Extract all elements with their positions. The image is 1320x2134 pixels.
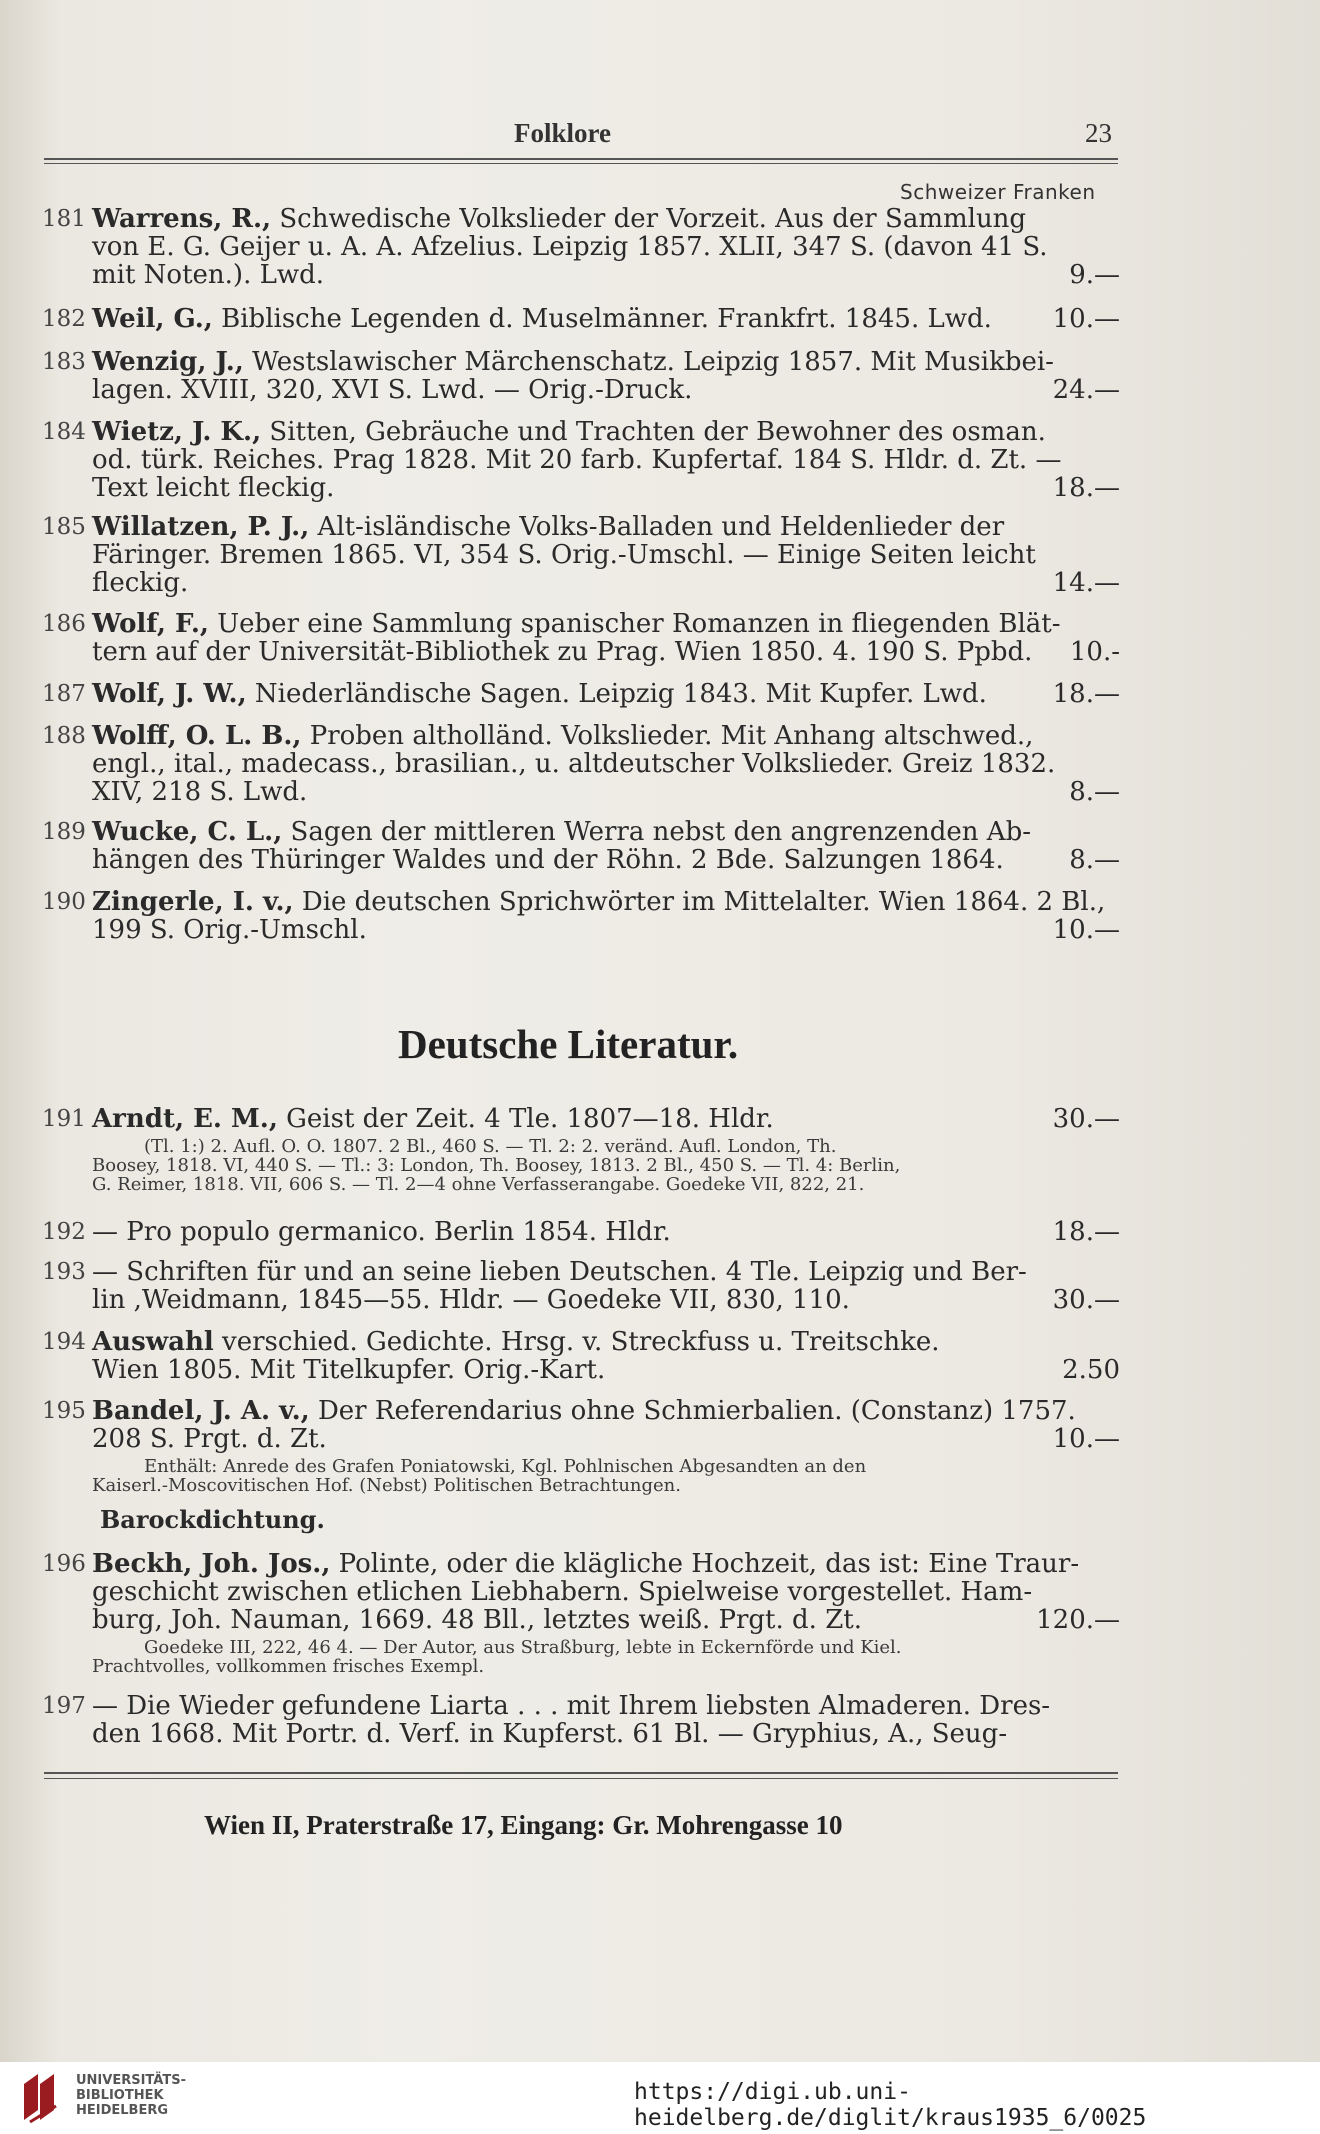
- entry-text: hängen des Thüringer Waldes und der Röhn. 2 Bde. Salzungen 1864.: [92, 845, 1004, 875]
- catalog-entry: [42, 417, 1120, 503]
- library-name-line2: BIBLIOTHEK: [76, 2088, 164, 2103]
- entry-line: [92, 680, 1120, 708]
- entry-line: [92, 569, 1120, 597]
- entry-text: von E. G. Geijer u. A. A. Afzelius. Leipzig 1857. XLII, 347 S. (davon 41 S.: [92, 232, 1048, 262]
- entry-line: [92, 610, 1120, 638]
- entry-line: [92, 1425, 1120, 1453]
- entry-text: Alt-isländische Volks-Balladen und Heldenlieder der: [317, 512, 1005, 542]
- entry-line: [92, 1578, 1120, 1606]
- entry-text: lagen. XVIII, 320, XVI S. Lwd. — Orig.-Druck.: [92, 375, 693, 405]
- entry-text: Der Referendarius ohne Schmierbalien. (Constanz) 1757.: [317, 1396, 1076, 1426]
- catalog-entry: [42, 1257, 1120, 1315]
- subsection-title: Barockdichtung.: [100, 1505, 325, 1534]
- catalog-entry: [42, 721, 1120, 807]
- entry-number: 192: [42, 1219, 86, 1245]
- entry-author: Wolff, O. L. B.,: [92, 721, 302, 751]
- source-url-link[interactable]: https://digi.ub.uni-heidelberg.de/diglit/kraus1935_6/0025: [634, 2079, 1147, 2131]
- catalog-entry: [42, 1217, 1120, 1247]
- entry-text: fleckig.: [92, 568, 189, 598]
- entry-price: 2.50: [1062, 1355, 1120, 1385]
- catalog-entry: [42, 512, 1120, 598]
- entry-line: [92, 513, 1120, 541]
- page-header-title: Folklore: [514, 118, 611, 148]
- entry-author: Wolf, J. W.,: [92, 679, 247, 709]
- catalog-entry: [42, 1327, 1120, 1385]
- entry-text: Ueber eine Sammlung spanischer Romanzen in fliegenden Blät-: [217, 609, 1061, 639]
- entry-price: 8.—: [1069, 845, 1120, 875]
- entry-price: 30.—: [1052, 1285, 1120, 1315]
- entry-line: [92, 1218, 1120, 1246]
- entry-author: Bandel, J. A. v.,: [92, 1396, 310, 1426]
- entry-text: 208 S. Prgt. d. Zt.: [92, 1424, 327, 1454]
- entry-line: [92, 205, 1120, 233]
- footer-rule: [44, 1772, 1118, 1774]
- entry-author: Wenzig, J.,: [92, 347, 244, 377]
- entry-note-line: (Tl. 1:) 2. Aufl. O. O. 1807. 2 Bl., 460 S. — Tl. 2: 2. veränd. Aufl. London, Th.: [144, 1136, 837, 1157]
- entry-text: Sagen der mittleren Werra nebst den angrenzenden Ab-: [290, 817, 1032, 847]
- library-name-line3: HEIDELBERG: [76, 2103, 169, 2118]
- entry-price: 120.—: [1036, 1605, 1120, 1635]
- entry-price: 10.-: [1069, 637, 1120, 667]
- entry-text: tern auf der Universität-Bibliothek zu Prag. Wien 1850. 4. 190 S. Ppbd.: [92, 637, 1033, 667]
- entry-line: [92, 722, 1120, 750]
- entry-line: [92, 1397, 1120, 1425]
- entry-text: Biblische Legenden d. Muselmänner. Frankfrt. 1845. Lwd.: [221, 304, 992, 334]
- entry-price: 18.—: [1052, 1217, 1120, 1247]
- catalog-entry: [42, 204, 1120, 290]
- entry-number: 187: [42, 681, 86, 707]
- entry-line: [92, 446, 1120, 474]
- entry-number: 195: [42, 1398, 86, 1424]
- entry-text: — Die Wieder gefundene Liarta . . . mit Ihrem liebsten Almaderen. Dres-: [92, 1691, 1051, 1721]
- entry-line: [92, 846, 1120, 874]
- entry-line: [92, 305, 1120, 333]
- entry-note-line: Boosey, 1818. VI, 440 S. — Tl.: 3: London, Th. Boosey, 1813. 2 Bl., 450 S. — Tl. 4: Berlin,: [92, 1155, 901, 1176]
- entry-text: mit Noten.). Lwd.: [92, 260, 325, 290]
- entry-line: [92, 1692, 1120, 1720]
- entry-line: [92, 1356, 1120, 1384]
- entry-number: 182: [42, 306, 86, 332]
- entry-line: [92, 1720, 1120, 1748]
- entry-line: [92, 541, 1120, 569]
- entry-line: [92, 888, 1120, 916]
- entry-number: 193: [42, 1259, 86, 1285]
- entry-note-line: Prachtvolles, vollkommen frisches Exempl.: [92, 1656, 485, 1677]
- entry-number: 186: [42, 611, 86, 637]
- entry-price: 10.—: [1052, 304, 1120, 334]
- entry-number: 191: [42, 1106, 86, 1132]
- entry-text: geschicht zwischen etlichen Liebhabern. Spielweise vorgestellet. Ham-: [92, 1577, 1033, 1607]
- entry-text: od. türk. Reiches. Prag 1828. Mit 20 farb. Kupfertaf. 184 S. Hldr. d. Zt. —: [92, 445, 1062, 475]
- entry-price: 18.—: [1052, 473, 1120, 503]
- entry-number: 196: [42, 1551, 86, 1577]
- entry-note-line: G. Reimer, 1818. VII, 606 S. — Tl. 2—4 ohne Verfasserangabe. Goedeke VII, 822, 21.: [92, 1174, 865, 1195]
- entry-line: [92, 1286, 1120, 1314]
- entry-note: [92, 1638, 1120, 1676]
- catalog-entry: [42, 609, 1120, 667]
- entry-note: [92, 1137, 1120, 1194]
- entry-line: [92, 818, 1120, 846]
- entry-number: 197: [42, 1693, 86, 1719]
- entry-line: [92, 348, 1120, 376]
- entry-text: Wien 1805. Mit Titelkupfer. Orig.-Kart.: [92, 1355, 606, 1385]
- entry-text: Text leicht fleckig.: [92, 473, 335, 503]
- entry-price: 30.—: [1052, 1104, 1120, 1134]
- entry-text: burg, Joh. Nauman, 1669. 48 Bll., letztes weiß. Prgt. d. Zt.: [92, 1605, 862, 1635]
- entry-author: Wolf, F.,: [92, 609, 209, 639]
- catalog-entry: [42, 1396, 1120, 1496]
- entry-price: 8.—: [1069, 777, 1120, 807]
- catalog-entry: [42, 679, 1120, 709]
- entry-author: Weil, G.,: [92, 304, 213, 334]
- entry-line: [92, 638, 1120, 666]
- entry-line: [92, 1328, 1120, 1356]
- catalog-entry: [42, 1549, 1120, 1677]
- entry-text: Sitten, Gebräuche und Trachten der Bewohner des osman.: [269, 417, 1046, 447]
- footer-address: Wien II, Praterstraße 17, Eingang: Gr. Mohrengasse 10: [204, 1810, 843, 1840]
- entry-text: Proben altholländ. Volkslieder. Mit Anhang altschwed.,: [309, 721, 1034, 751]
- catalog-entry: [42, 304, 1120, 334]
- catalog-entry: [42, 887, 1120, 945]
- entry-text: Schwedische Volkslieder der Vorzeit. Aus der Sammlung: [279, 204, 1027, 234]
- catalog-entry: [42, 817, 1120, 875]
- entry-line: [92, 1105, 1120, 1133]
- currency-label: Schweizer Franken: [900, 180, 1096, 204]
- entry-text: Polinte, oder die klägliche Hochzeit, das ist: Eine Traur-: [338, 1549, 1080, 1579]
- entry-line: [92, 916, 1120, 944]
- entry-number: 194: [42, 1329, 86, 1355]
- entry-line: [92, 750, 1120, 778]
- entry-number: 181: [42, 206, 86, 232]
- entry-line: [92, 418, 1120, 446]
- entry-line: [92, 233, 1120, 261]
- entry-text: 199 S. Orig.-Umschl.: [92, 915, 367, 945]
- entry-author: Zingerle, I. v.,: [92, 887, 294, 917]
- entry-line: [92, 1258, 1120, 1286]
- page-number: 23: [1085, 118, 1112, 148]
- entry-number: 185: [42, 514, 86, 540]
- catalog-entry: [42, 1104, 1120, 1195]
- entry-note-line: Kaiserl.-Moscovitischen Hof. (Nebst) Politischen Betrachtungen.: [92, 1475, 681, 1496]
- entry-line: [92, 474, 1120, 502]
- entry-price: 14.—: [1052, 568, 1120, 598]
- entry-number: 184: [42, 419, 86, 445]
- library-name-line1: UNIVERSITÄTS-: [76, 2073, 186, 2088]
- library-logo-icon: [16, 2070, 66, 2125]
- entry-author: Beckh, Joh. Jos.,: [92, 1549, 331, 1579]
- entry-price: 18.—: [1052, 679, 1120, 709]
- entry-number: 190: [42, 889, 86, 915]
- entry-text: verschied. Gedichte. Hrsg. v. Streckfuss u. Treitschke.: [222, 1327, 940, 1357]
- entry-text: Die deutschen Sprichwörter im Mittelalter. Wien 1864. 2 Bl.,: [301, 887, 1106, 917]
- entry-price: 10.—: [1052, 915, 1120, 945]
- header-rule: [44, 158, 1118, 160]
- entry-text: engl., ital., madecass., brasilian., u. altdeutscher Volkslieder. Greiz 1832.: [92, 749, 1056, 779]
- entry-line: [92, 1606, 1120, 1634]
- library-name: [76, 2073, 186, 2118]
- entry-line: [92, 778, 1120, 806]
- entry-text: lin ,Weidmann, 1845—55. Hldr. — Goedeke VII, 830, 110.: [92, 1285, 850, 1315]
- entry-author: Wietz, J. K.,: [92, 417, 262, 447]
- entry-text: — Pro populo germanico. Berlin 1854. Hldr.: [92, 1217, 671, 1247]
- entry-line: [92, 1550, 1120, 1578]
- entry-note-line: Enthält: Anrede des Grafen Poniatowski, Kgl. Pohlnischen Abgesandten an den: [144, 1456, 867, 1477]
- entry-line: [92, 376, 1120, 404]
- entry-text: Niederländische Sagen. Leipzig 1843. Mit Kupfer. Lwd.: [254, 679, 987, 709]
- header-rule-thin: [44, 163, 1118, 164]
- section-title: Deutsche Literatur.: [398, 1021, 739, 1067]
- entry-text: Westslawischer Märchenschatz. Leipzig 1857. Mit Musikbei-: [252, 347, 1054, 377]
- entry-price: 24.—: [1052, 375, 1120, 405]
- catalog-entry: [42, 1691, 1120, 1749]
- entry-price: 10.—: [1052, 1424, 1120, 1454]
- entry-note: [92, 1457, 1120, 1495]
- entry-author: Arndt, E. M.,: [92, 1104, 278, 1134]
- catalog-entry: [42, 347, 1120, 405]
- entry-text: Geist der Zeit. 4 Tle. 1807—18. Hldr.: [286, 1104, 774, 1134]
- entry-text: den 1668. Mit Portr. d. Verf. in Kupferst. 61 Bl. — Gryphius, A., Seug-: [92, 1719, 1008, 1749]
- entry-number: 189: [42, 819, 86, 845]
- entry-author: Willatzen, P. J.,: [92, 512, 310, 542]
- entry-note-line: Goedeke III, 222, 46 4. — Der Autor, aus Straßburg, lebte in Eckernförde und Kiel.: [144, 1637, 902, 1658]
- entry-line: [92, 261, 1120, 289]
- entry-text: XIV, 218 S. Lwd.: [92, 777, 308, 807]
- entry-number: 188: [42, 723, 86, 749]
- entry-text: Färinger. Bremen 1865. VI, 354 S. Orig.-Umschl. — Einige Seiten leicht: [92, 540, 1036, 570]
- entry-author: Auswahl: [92, 1327, 214, 1357]
- entry-author: Wucke, C. L.,: [92, 817, 283, 847]
- entry-author: Warrens, R.,: [92, 204, 272, 234]
- entry-price: 9.—: [1069, 260, 1120, 290]
- entry-number: 183: [42, 349, 86, 375]
- footer-rule-thin: [44, 1778, 1118, 1779]
- entry-text: — Schriften für und an seine lieben Deutschen. 4 Tle. Leipzig und Ber-: [92, 1257, 1027, 1287]
